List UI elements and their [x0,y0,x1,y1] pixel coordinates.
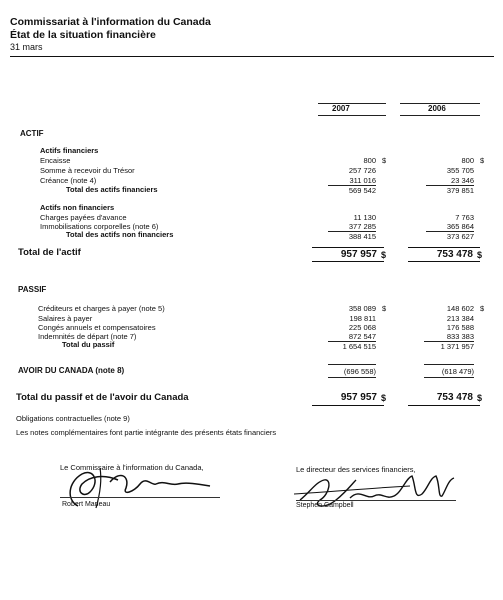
row-label: Créance (note 4) [40,176,97,185]
subtotal-2007: 569 542 [348,186,376,195]
value-2007: 11 130 [353,213,376,222]
right-signatory-name: Stephen Campbell [296,502,354,509]
row-label: Créditeurs et charges à payer (note 5) [38,304,165,313]
right-signature-line [296,500,456,501]
currency-symbol: $ [381,393,387,403]
subtotal-2006: 379 851 [446,186,474,195]
total-double-rule [312,261,384,262]
currency-symbol: $ [382,304,387,313]
col-2007-rule [318,103,386,104]
value-2006: 365 864 [446,222,474,231]
equity-rule [328,364,376,365]
value-2006: 213 384 [446,314,474,323]
row-label: Salaires à payer [38,314,93,323]
total-liabilities-2007: 1 654 515 [342,342,376,351]
left-signatory-name: Robert Marleau [62,501,111,508]
equity-rule [328,377,376,378]
value-2006: 148 602 [446,304,474,313]
currency-symbol: $ [382,156,387,165]
value-2006: 800 [461,156,474,165]
passif-heading: PASSIF [18,285,47,294]
total-assets-2007: 957 957 [340,249,377,260]
total-assets-2006: 753 478 [436,249,473,260]
left-signatory-title: Le Commissaire à l'information du Canada, [60,463,204,472]
value-2006: 23 346 [451,176,474,185]
organization-name: Commissariat à l'information du Canada [10,16,211,28]
value-2007: 872 547 [348,332,376,341]
obligations-note: Obligations contractuelles (note 9) [16,414,130,423]
currency-symbol: $ [477,250,483,260]
subtotal-2007: 388 415 [348,232,376,241]
row-label: Indemnités de départ (note 7) [38,332,137,341]
total-rule [408,247,480,248]
currency-symbol: $ [477,393,483,403]
row-label: Congés annuels et compensatoires [38,323,156,332]
total-liabilities-2006: 1 371 957 [440,342,474,351]
total-liabilities-label: Total du passif [62,340,115,349]
integral-note: Les notes complémentaires font partie intégrante des présents états financiers [16,428,277,437]
column-header-2006: 2006 [428,104,446,113]
grand-total-label: Total du passif et de l'avoir du Canada [16,392,189,403]
right-signature [290,470,470,516]
value-2006: 176 588 [446,323,474,332]
grand-total-2006: 753 478 [436,392,473,403]
grand-total-rule [408,405,480,406]
right-signatory-title: Le directeur des services financiers, [296,465,416,474]
subtotal-2006: 373 627 [446,232,474,241]
total-rule [312,247,384,248]
equity-rule [424,377,474,378]
equity-2007: (696 558) [343,367,376,376]
row-label: Immobilisations corporelles (note 6) [40,222,159,231]
value-2007: 358 089 [348,304,376,313]
equity-label: AVOIR DU CANADA (note 8) [18,366,125,375]
row-label: Somme à recevoir du Trésor [40,166,135,175]
value-2006: 833 383 [446,332,474,341]
actif-heading: ACTIF [20,129,44,138]
column-header-2007: 2007 [332,104,350,113]
non-financial-assets-heading: Actifs non financiers [40,203,115,212]
row-label: Encaisse [40,156,71,165]
value-2007: 377 285 [348,222,376,231]
value-2006: 355 705 [446,166,474,175]
total-double-rule [408,261,480,262]
value-2007: 198 811 [349,314,376,323]
value-2006: 7 763 [455,213,474,222]
currency-symbol: $ [480,156,485,165]
financial-assets-heading: Actifs financiers [40,146,99,155]
currency-symbol: $ [480,304,485,313]
currency-symbol: $ [381,250,387,260]
col-2006-underline [400,115,480,116]
statement-date: 31 mars [10,42,43,52]
value-2007: 257 726 [348,166,376,175]
header-rule [10,56,494,57]
value-2007: 225 068 [348,323,376,332]
grand-total-2007: 957 957 [340,392,377,403]
subtotal-label: Total des actifs non financiers [66,230,174,239]
row-label: Charges payées d'avance [40,213,127,222]
total-assets-label: Total de l'actif [18,247,81,258]
subtotal-label: Total des actifs financiers [66,185,158,194]
equity-2006: (618 479) [441,367,474,376]
value-2007: 311 016 [349,176,376,185]
equity-rule [424,364,474,365]
col-2007-underline [318,115,386,116]
left-signature-line [60,497,220,498]
statement-title: État de la situation financière [10,29,156,41]
grand-total-rule [312,405,384,406]
value-2007: 800 [363,156,376,165]
